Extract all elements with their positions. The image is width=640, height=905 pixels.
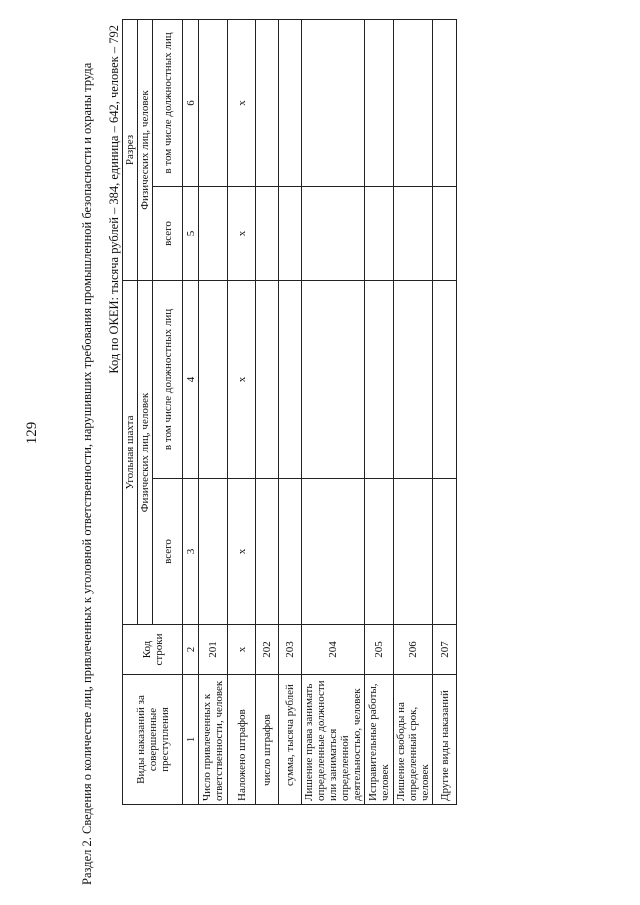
cell-pit-total <box>256 187 279 281</box>
row-label: Наложено штрафов <box>228 675 256 805</box>
page-number: 129 <box>24 421 40 445</box>
column-number: 3 <box>183 479 199 625</box>
cell-mine-officials <box>256 281 279 479</box>
header-mine-officials: в том числе должностных лиц <box>153 281 183 479</box>
header-mine-physical: Физических лиц, человек <box>138 281 153 625</box>
report-table <box>122 19 457 805</box>
column-number: 2 <box>183 625 199 675</box>
cell-mine-total <box>394 479 433 625</box>
cell-mine-officials <box>394 281 433 479</box>
row-code: х <box>228 625 256 675</box>
cell-pit-total <box>279 187 302 281</box>
header-kind: Виды наказаний за совершенные преступления <box>123 675 183 805</box>
cell-mine-officials: х <box>228 281 256 479</box>
row-label: число штрафов <box>256 675 279 805</box>
cell-pit-officials <box>279 20 302 187</box>
row-code: 202 <box>256 625 279 675</box>
cell-mine-total <box>256 479 279 625</box>
table-row <box>256 20 279 805</box>
header-pit-total: всего <box>153 187 183 281</box>
header-pit-physical: Физических лиц, человек <box>138 20 153 281</box>
cell-mine-officials <box>279 281 302 479</box>
cell-pit-total <box>302 187 365 281</box>
cell-mine-total <box>199 479 228 625</box>
row-label: сумма, тысяча рублей <box>279 675 302 805</box>
table-row <box>302 20 365 805</box>
column-numbers-row <box>183 20 199 805</box>
row-label: Исправительные работы, человек <box>365 675 394 805</box>
cell-pit-total <box>365 187 394 281</box>
cell-pit-officials <box>365 20 394 187</box>
table-row <box>228 20 256 805</box>
cell-mine-total <box>433 479 457 625</box>
table-row <box>199 20 228 805</box>
cell-pit-officials <box>256 20 279 187</box>
row-code: 207 <box>433 625 457 675</box>
column-number: 5 <box>183 187 199 281</box>
row-code: 201 <box>199 625 228 675</box>
cell-pit-total <box>433 187 457 281</box>
cell-pit-officials <box>302 20 365 187</box>
cell-mine-officials <box>433 281 457 479</box>
row-label: Лишение свободы на определенный срок, человек <box>394 675 433 805</box>
cell-pit-officials <box>199 20 228 187</box>
column-number: 6 <box>183 20 199 187</box>
cell-mine-total <box>302 479 365 625</box>
row-code: 206 <box>394 625 433 675</box>
row-label: Число привлеченных к ответственности, человек <box>199 675 228 805</box>
header-code: Код строки <box>123 625 183 675</box>
row-code: 205 <box>365 625 394 675</box>
column-number: 1 <box>183 675 199 805</box>
table-row <box>394 20 433 805</box>
cell-mine-total <box>279 479 302 625</box>
column-number: 4 <box>183 281 199 479</box>
okei-codes: Код по ОКЕИ: тысяча рублей – 384, единица – 642, человек – 792 <box>107 25 121 374</box>
cell-mine-total <box>365 479 394 625</box>
row-code: 204 <box>302 625 365 675</box>
cell-pit-total <box>394 187 433 281</box>
header-mine: Угольная шахта <box>123 281 138 625</box>
cell-pit-officials <box>433 20 457 187</box>
cell-pit-total: х <box>228 187 256 281</box>
table-row <box>279 20 302 805</box>
cell-mine-officials <box>365 281 394 479</box>
cell-pit-officials <box>394 20 433 187</box>
header-pit: Разрез <box>123 20 138 281</box>
cell-pit-total <box>199 187 228 281</box>
cell-pit-officials: х <box>228 20 256 187</box>
row-code: 203 <box>279 625 302 675</box>
cell-mine-officials <box>302 281 365 479</box>
row-label: Другие виды наказаний <box>433 675 457 805</box>
row-label: Лишение права занимать определенные должности или заниматься определенной деятельностью, человек <box>302 675 365 805</box>
header-pit-officials: в том числе должностных лиц <box>153 20 183 187</box>
table-row <box>365 20 394 805</box>
table-row <box>433 20 457 805</box>
header-mine-total: всего <box>153 479 183 625</box>
cell-mine-officials <box>199 281 228 479</box>
section-caption: Раздел 2. Сведения о количестве лиц, привлеченных к уголовной ответственности, нарушивших требования промышленной безопасности и охраны труда <box>80 62 94 885</box>
cell-mine-total: х <box>228 479 256 625</box>
